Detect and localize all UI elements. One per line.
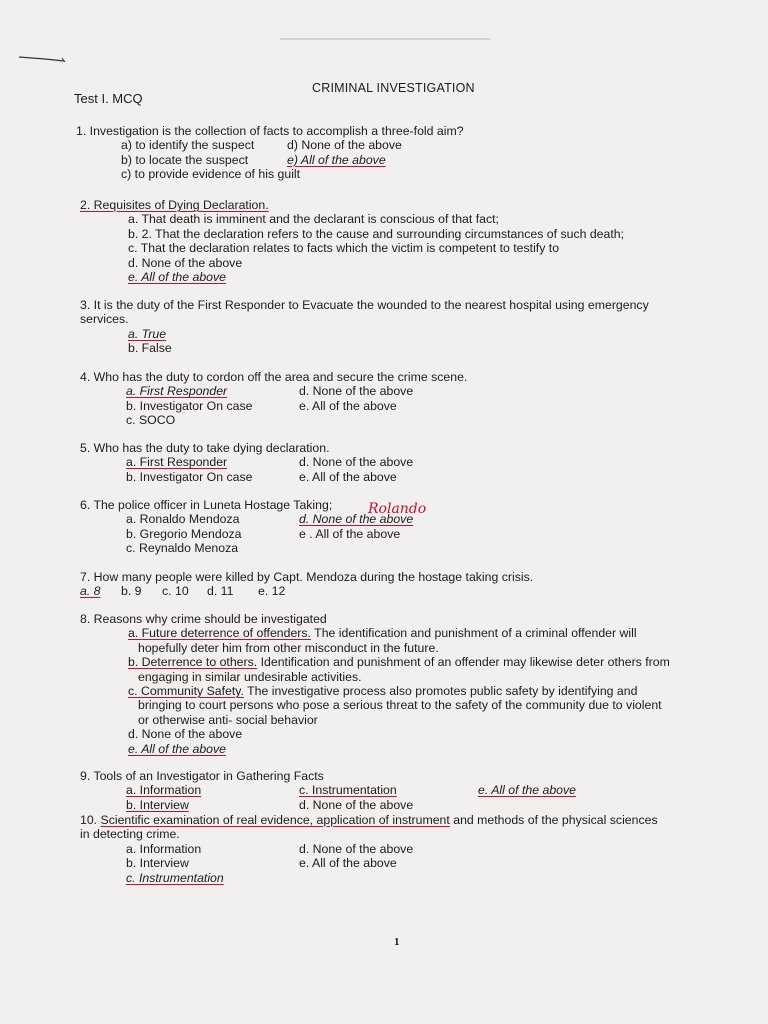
q5-option-a-answer: a. First Responder — [126, 455, 228, 470]
q8-option-c-continued-2: or otherwise anti- social behavior — [138, 712, 318, 727]
q9-option-b: b. Interview — [126, 797, 189, 812]
q1-option-b: b) to locate the suspect — [121, 152, 249, 167]
q8-option-c-heading: c. Community Safety. — [128, 684, 244, 699]
q7-option-b: b. 9 — [121, 584, 142, 599]
q6-option-e: e . All of the above — [299, 526, 401, 541]
q8-option-a-heading: a. Future deterrence of offenders. — [128, 626, 311, 641]
q1-option-d: d) None of the above — [287, 138, 402, 153]
q8-option-c-text: The investigative process also promotes public safety by identifying and — [243, 684, 638, 699]
question-10-number: 10. — [80, 813, 101, 827]
q10-option-e: e. All of the above — [299, 856, 397, 871]
question-5 — [80, 441, 414, 484]
q9-option-d: d. None of the above — [299, 797, 414, 812]
q8-option-e-answer: e. All of the above — [128, 741, 226, 756]
q6-option-d-answer: d. None of the above — [299, 512, 414, 527]
q8-option-b-text: Identification and punishment of an offender may likewise deter others from — [257, 655, 670, 670]
handwritten-note: Rolando — [368, 501, 427, 517]
q8-option-d: d. None of the above — [128, 727, 243, 742]
question-1 — [76, 124, 464, 182]
q9-option-c: c. Instrumentation — [299, 783, 397, 798]
q9-option-e-answer: e. All of the above — [478, 783, 576, 798]
question-7-text: 7. How many people were killed by Capt. Mendoza during the hostage taking crisis. — [80, 570, 534, 584]
q10-option-d: d. None of the above — [299, 841, 414, 856]
question-10-text-rest: and methods of the physical sciences — [449, 813, 658, 827]
q7-option-e: e. 12 — [258, 584, 286, 599]
question-10-text-underlined: Scientific examination of real evidence, application of instrument — [100, 813, 450, 827]
q4-option-b: b. Investigator On case — [126, 398, 253, 413]
pen-stroke-mark — [18, 55, 68, 63]
question-4-text: 4. Who has the duty to cordon off the area and secure the crime scene. — [80, 370, 468, 384]
q2-option-a: a. That death is imminent and the declarant is conscious of that fact; — [128, 212, 499, 227]
question-3 — [80, 298, 649, 356]
q7-option-c: c. 10 — [162, 584, 189, 599]
question-10 — [80, 813, 658, 885]
question-5-text: 5. Who has the duty to take dying declaration. — [80, 441, 330, 455]
question-2 — [80, 198, 624, 284]
q3-option-b: b. False — [128, 341, 172, 356]
q8-option-b-continued: engaging in similar undesirable activities. — [138, 669, 362, 684]
q5-option-d: d. None of the above — [299, 455, 414, 470]
question-8 — [80, 612, 670, 756]
q2-option-e-answer: e. All of the above — [128, 270, 226, 285]
q9-option-a: a. Information — [126, 783, 202, 798]
q10-option-c-answer: c. Instrumentation — [126, 870, 224, 885]
q4-option-e: e. All of the above — [299, 398, 397, 413]
q6-option-c: c. Reynaldo Menoza — [126, 541, 239, 556]
question-3-text-line1: 3. It is the duty of the First Responder to Evacuate the wounded to the nearest hospital using emergency — [80, 298, 649, 312]
q2-option-d: d. None of the above — [128, 255, 243, 270]
question-4 — [80, 370, 467, 428]
question-10-text-line2: in detecting crime. — [80, 827, 180, 842]
q7-option-d: d. 11 — [207, 584, 234, 599]
page-title: CRIMINAL INVESTIGATION — [312, 81, 475, 95]
question-8-text: 8. Reasons why crime should be investigated — [80, 612, 327, 626]
q10-option-a: a. Information — [126, 841, 202, 856]
question-6-text: 6. The police officer in Luneta Hostage Taking; — [80, 498, 333, 512]
q8-option-a-text: The identification and punishment of a criminal offender will — [310, 626, 637, 641]
scan-smudge — [280, 38, 490, 40]
question-1-text: 1. Investigation is the collection of facts to accomplish a three-fold aim? — [76, 124, 464, 138]
q5-option-b: b. Investigator On case — [126, 469, 253, 484]
q5-option-e: e. All of the above — [299, 469, 397, 484]
q4-option-c: c. SOCO — [126, 413, 176, 428]
page-number: 1 — [394, 936, 400, 948]
question-2-text: 2. Requisites of Dying Declaration. — [80, 198, 269, 212]
question-9 — [80, 769, 576, 812]
q1-option-c: c) to provide evidence of his guilt — [121, 167, 301, 182]
question-3-text-line2: services. — [80, 312, 129, 327]
q2-option-b: b. 2. That the declaration refers to the cause and surrounding circumstances of such death; — [128, 226, 625, 241]
q3-option-a-answer: a. True — [128, 326, 167, 341]
q8-option-b-heading: b. Deterrence to others. — [128, 655, 258, 670]
q1-option-e-answer: e) All of the above — [287, 152, 386, 167]
q4-option-a-answer: a. First Responder — [126, 384, 228, 399]
q2-option-c: c. That the declaration relates to facts which the victim is competent to testify to — [128, 241, 560, 256]
q10-option-b: b. Interview — [126, 856, 189, 871]
question-7 — [80, 570, 533, 599]
test-label: Test I. MCQ — [74, 91, 143, 106]
question-9-text: 9. Tools of an Investigator in Gathering Facts — [80, 769, 324, 783]
q8-option-a-continued: hopefully deter him from other misconduct in the future. — [138, 640, 439, 655]
q6-option-a: a. Ronaldo Mendoza — [126, 512, 240, 527]
q8-option-c-continued-1: bringing to court persons who pose a serious threat to the safety of the community due to violent — [138, 698, 662, 713]
q1-option-a: a) to identify the suspect — [121, 138, 255, 153]
q4-option-d: d. None of the above — [299, 384, 414, 399]
q6-option-b: b. Gregorio Mendoza — [126, 526, 242, 541]
q7-option-a-answer: a. 8 — [80, 584, 101, 599]
